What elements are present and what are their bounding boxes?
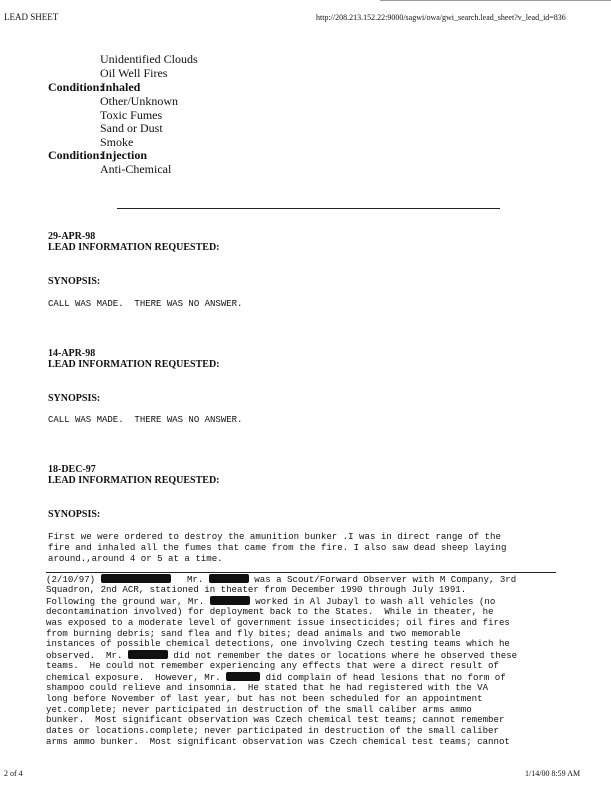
narrative-text: Mr.: [186, 574, 204, 585]
condition-item: Oil Well Fires: [100, 66, 168, 80]
condition-item: Anti-Chemical: [100, 162, 172, 176]
document-header-url: http://208.213.152.22:9000/sagwi/owa/gwi_search.lead_sheet?v_lead_id=836: [316, 13, 566, 22]
condition-item: Sand or Dust: [100, 121, 163, 135]
redaction-block: [101, 574, 171, 583]
narrative-text: chemical exposure. However, Mr.: [46, 672, 221, 683]
narrative-paragraph: decontamination involved) for deployment back to the States. While in theater, he was exposed to a moderate level of government issue insecticides; oil fires and fires from burning debris; sand flea and fly bites; dead animals and two memorable instances of possible chemical detections, one involving Czech testing teams which he: [46, 606, 510, 650]
narrative-text: Following the ground war, Mr.: [46, 596, 205, 607]
narrative-text: (2/10/97): [46, 574, 96, 585]
top-edge-line: [380, 0, 611, 1]
redaction-block: [210, 596, 250, 605]
entry-date: 18-DEC-97: [48, 464, 96, 475]
lead-info-label: LEAD INFORMATION REQUESTED:: [48, 359, 220, 370]
condition-value: Inhaled: [101, 80, 141, 94]
page-number: 2 of 4: [4, 769, 23, 778]
redaction-block: [128, 650, 168, 659]
synopsis-text: CALL WAS MADE. THERE WAS NO ANSWER.: [48, 299, 243, 309]
narrative-paragraph: shampoo could relieve and insomnia. He stated that he had registered with the VA long before November of last year, but has not been scheduled for an appointment yet.complete; never participated in destruction of the small caliber arms ammo bunker. Most significant observation was Czech chemical test teams; cannot remember dates or locations.complete; never participated in destruction of the small caliber arms ammo bunker. Most significant observation was Czech chemical test teams; cannot: [46, 682, 510, 747]
synopsis-text: CALL WAS MADE. THERE WAS NO ANSWER.: [48, 415, 243, 425]
condition-label: Condition:: [48, 148, 104, 162]
narrative-text: did not remember the dates or locations where he observed these: [173, 650, 518, 661]
narrative-text: observed. Mr.: [46, 650, 123, 661]
condition-item: Unidentified Clouds: [100, 52, 198, 66]
narrative-line: Squadron, 2nd ACR, stationed in theater from December 1990 through July 1991.: [46, 584, 467, 595]
condition-label: Condition:: [48, 80, 104, 94]
entry-date: 29-APR-98: [48, 231, 96, 242]
synopsis-label: SYNOPSIS:: [48, 276, 101, 287]
lead-info-label: LEAD INFORMATION REQUESTED:: [48, 475, 220, 486]
condition-item: Smoke: [100, 135, 134, 149]
section-divider: [117, 208, 500, 209]
synopsis-text: First we were ordered to destroy the amunition bunker .I was in direct range of the fire and inhaled all the fumes that came from the fire. I also saw dead sheep laying around.,around 4 or 5 at a time.: [48, 531, 507, 564]
redaction-block: [209, 574, 249, 583]
synopsis-label: SYNOPSIS:: [48, 393, 101, 404]
narrative-text: worked in Al Jubayl to wash all vehicles (no: [255, 596, 496, 607]
condition-item: Other/Unknown: [100, 94, 178, 108]
narrative-text: was a Scout/Forward Observer with M Company, 3rd: [254, 574, 517, 585]
narrative-text: did complain of head lesions that no form of: [265, 672, 506, 683]
print-timestamp: 1/14/00 8:59 AM: [525, 769, 581, 778]
condition-item: Toxic Fumes: [100, 108, 163, 122]
entry-date: 14-APR-98: [48, 348, 96, 359]
lead-info-label: LEAD INFORMATION REQUESTED:: [48, 242, 220, 253]
condition-value: Injection: [101, 148, 147, 162]
narrative-top-rule: [46, 572, 556, 573]
narrative-line: teams. He could not remember experiencing any effects that were a direct result of: [46, 660, 499, 671]
synopsis-label: SYNOPSIS:: [48, 509, 101, 520]
redaction-block: [226, 672, 260, 681]
document-header-title: LEAD SHEET: [4, 12, 59, 22]
